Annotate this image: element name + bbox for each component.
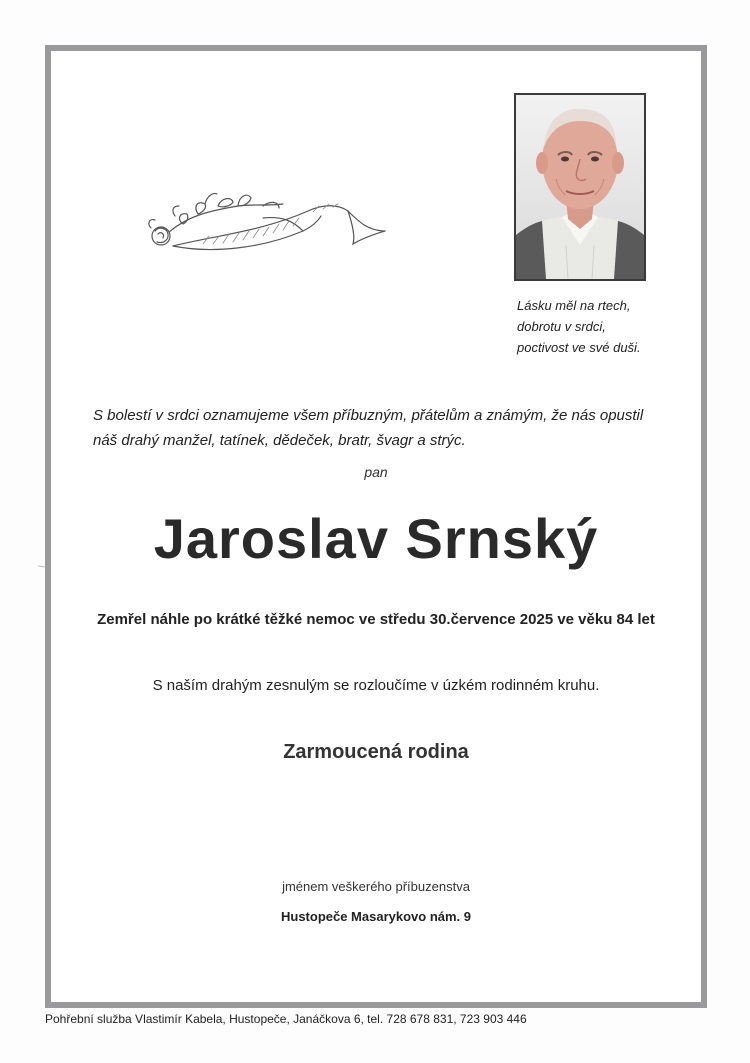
on-behalf-text: jménem veškerého příbuzenstva — [282, 879, 470, 894]
rose-ribbon-ornament — [143, 176, 393, 261]
quote-line: Lásku měl na rtech, — [517, 298, 631, 313]
quote-line: poctivost ve své duši. — [517, 340, 641, 355]
farewell-text: S naším drahým zesnulým se rozloučíme v úzkém rodinném kruhu. — [152, 677, 600, 694]
notice-frame — [45, 45, 707, 1008]
announcement-line: náš drahý manžel, tatínek, dědeček, bratr, švagr a strýc. — [93, 432, 466, 449]
announcement-text — [93, 403, 673, 453]
deceased-name: Jaroslav Srnský — [153, 507, 599, 570]
portrait-photo — [514, 93, 646, 281]
memorial-quote — [517, 295, 687, 358]
family-signature: Zarmoucená rodina — [283, 741, 469, 763]
family-address: Hustopeče Masarykovo nám. 9 — [280, 909, 472, 924]
honorific: pan — [364, 464, 388, 480]
death-notice: Zemřel náhle po krátké těžké nemoc ve středu 30.července 2025 ve věku 84 let — [97, 611, 655, 628]
announcement-line: S bolestí v srdci oznamujeme všem příbuzným, přátelům a známým, že nás opustil — [93, 407, 644, 424]
quote-line: dobrotu v srdci, — [517, 319, 606, 334]
funeral-service-footer: Pohřební služba Vlastimír Kabela, Hustopeče, Janáčkova 6, tel. 728 678 831, 723 903 446 — [45, 1012, 527, 1026]
